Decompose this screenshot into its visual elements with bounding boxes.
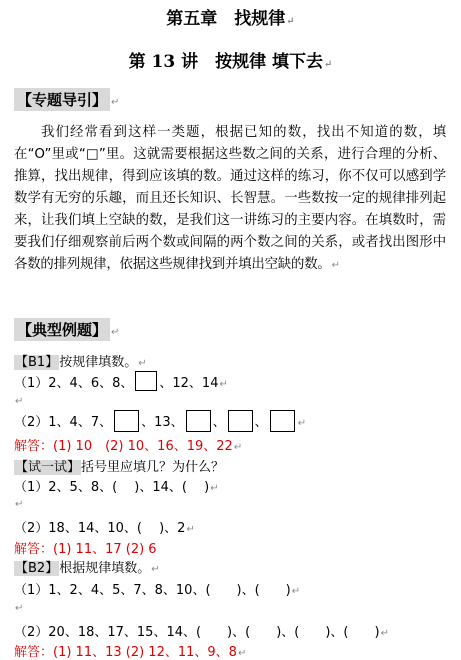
intro-paragraph: 我们经常看到这样一类题，根据已知的数，找出不知道的数，填在“O”里或“□”里。这就需要根据这些数之间的关系，进行合理的分析、推算，找出规律，得到应该填的数。通过这样的练习，你不仅可以感到学数学有无穷的乐趣，而且还长知识、长智慧。一些数按一定的规律排列起来，让我们填上空缺的数，是我们这一讲练习的主要内容。在填数时，需要我们仔细观察前后两个数或间隔的两个数之间的关系，或者找出图形中各数的排列规律，依据这些规律找到并填出空缺的数。↵ xyxy=(14,125,446,272)
answer-box[interactable] xyxy=(114,410,139,432)
b1-answer: 解答：(1) 10 (2) 10、16、19、22↵ xyxy=(14,439,243,454)
blank-line: ↵ xyxy=(15,603,24,614)
b2-question-1: （1）1、2、4、5、7、8、10、( )、( )↵ xyxy=(14,583,301,598)
b2-answer: 解答：(1) 11、13 (2) 12、11、9、8↵ xyxy=(14,645,247,660)
chapter-title: 第五章 找规律↵ xyxy=(166,9,295,29)
try1-prompt: 【试一试】括号里应填几？为什么？ xyxy=(15,460,225,475)
blank-line: ↵ xyxy=(15,499,24,510)
answer-box[interactable] xyxy=(270,410,295,432)
blank-line: ↵ xyxy=(15,396,24,407)
b1-question-1: （1）2、4、6、8、 、12、14↵ xyxy=(14,371,228,391)
b1-prompt: 【B1】按规律填数。↵ xyxy=(15,355,147,370)
b1-question-2: （2）1、4、7、 、13、 、 、 ↵ xyxy=(14,410,306,432)
examples-heading: 【典型例题】 ↵ xyxy=(14,318,119,341)
answer-box[interactable] xyxy=(228,410,253,432)
intro-heading: 【专题导引】 ↵ xyxy=(14,88,119,111)
try1-question-2: （2）18、14、10、( )、2↵ xyxy=(14,521,195,536)
b2-question-2: （2）20、18、17、15、14、( )、( )、( )、( )↵ xyxy=(14,625,389,640)
b2-prompt: 【B2】根据规律填数。↵ xyxy=(15,561,160,576)
answer-box[interactable] xyxy=(135,371,157,391)
answer-box[interactable] xyxy=(186,410,211,432)
try1-answer: 解答：(1) 11、17 (2) 6 xyxy=(14,542,157,557)
lesson-title: 第 13 讲 按规律 填下去↵ xyxy=(128,52,333,72)
try1-question-1: （1）2、5、8、( )、14、( )↵ xyxy=(14,480,219,495)
